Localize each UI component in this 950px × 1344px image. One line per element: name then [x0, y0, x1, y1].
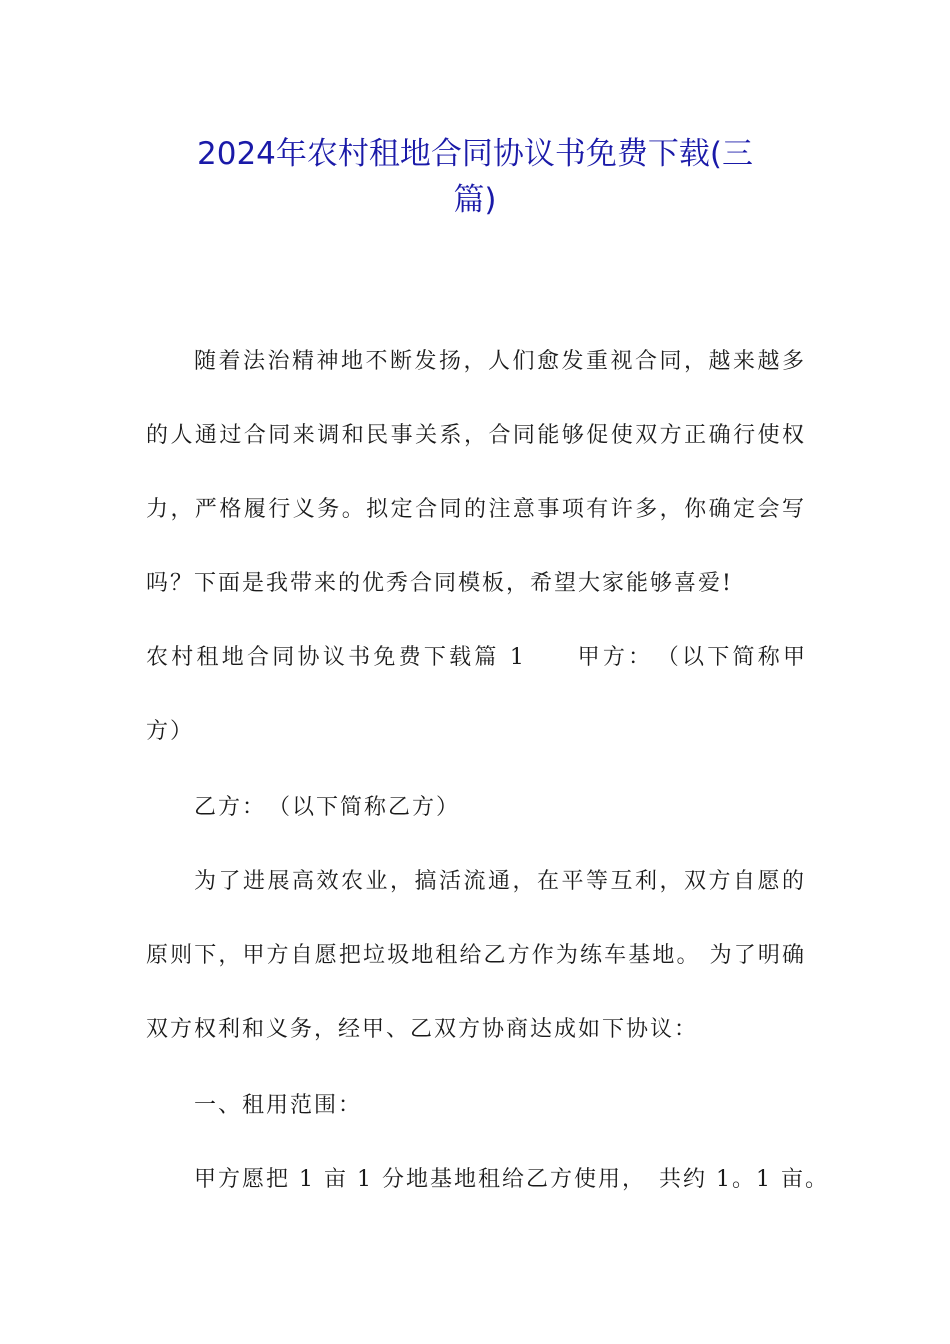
purpose-line-2: 原则下，甲方自愿把垃圾地租给乙方作为练车基地。 为了明确 — [146, 943, 806, 968]
document-title-line-1: 2024年农村租地合同协议书免费下载(三 — [197, 136, 753, 172]
document-title-line-2: 篇) — [453, 182, 497, 218]
intro-line-1: 随着法治精神地不断发扬，人们愈发重视合同，越来越多 — [194, 349, 806, 374]
purpose-line-3: 双方权利和义务，经甲、乙双方协商达成如下协议： — [146, 1017, 699, 1042]
clause-1-text: 甲方愿把 1 亩 1 分地基地租给乙方使用， 共约 1。1 亩。 — [194, 1167, 829, 1192]
clause-1-heading: 一、租用范围： — [194, 1093, 363, 1118]
intro-line-4: 吗？下面是我带来的优秀合同模板，希望大家能够喜爱! — [146, 571, 733, 596]
party-b-line: 乙方： （以下简称乙方） — [194, 795, 461, 820]
intro-line-3: 力，严格履行义务。拟定合同的注意事项有许多，你确定会写 — [146, 497, 806, 522]
section-1-heading-line-2: 方） — [146, 719, 195, 744]
intro-line-2: 的人通过合同来调和民事关系，合同能够促使双方正确行使权 — [146, 423, 806, 448]
purpose-line-1: 为了进展高效农业，搞活流通，在平等互利，双方自愿的 — [194, 869, 806, 894]
section-1-heading-line-1: 农村租地合同协议书免费下载篇 1 甲方： （以下简称甲 — [146, 645, 806, 670]
